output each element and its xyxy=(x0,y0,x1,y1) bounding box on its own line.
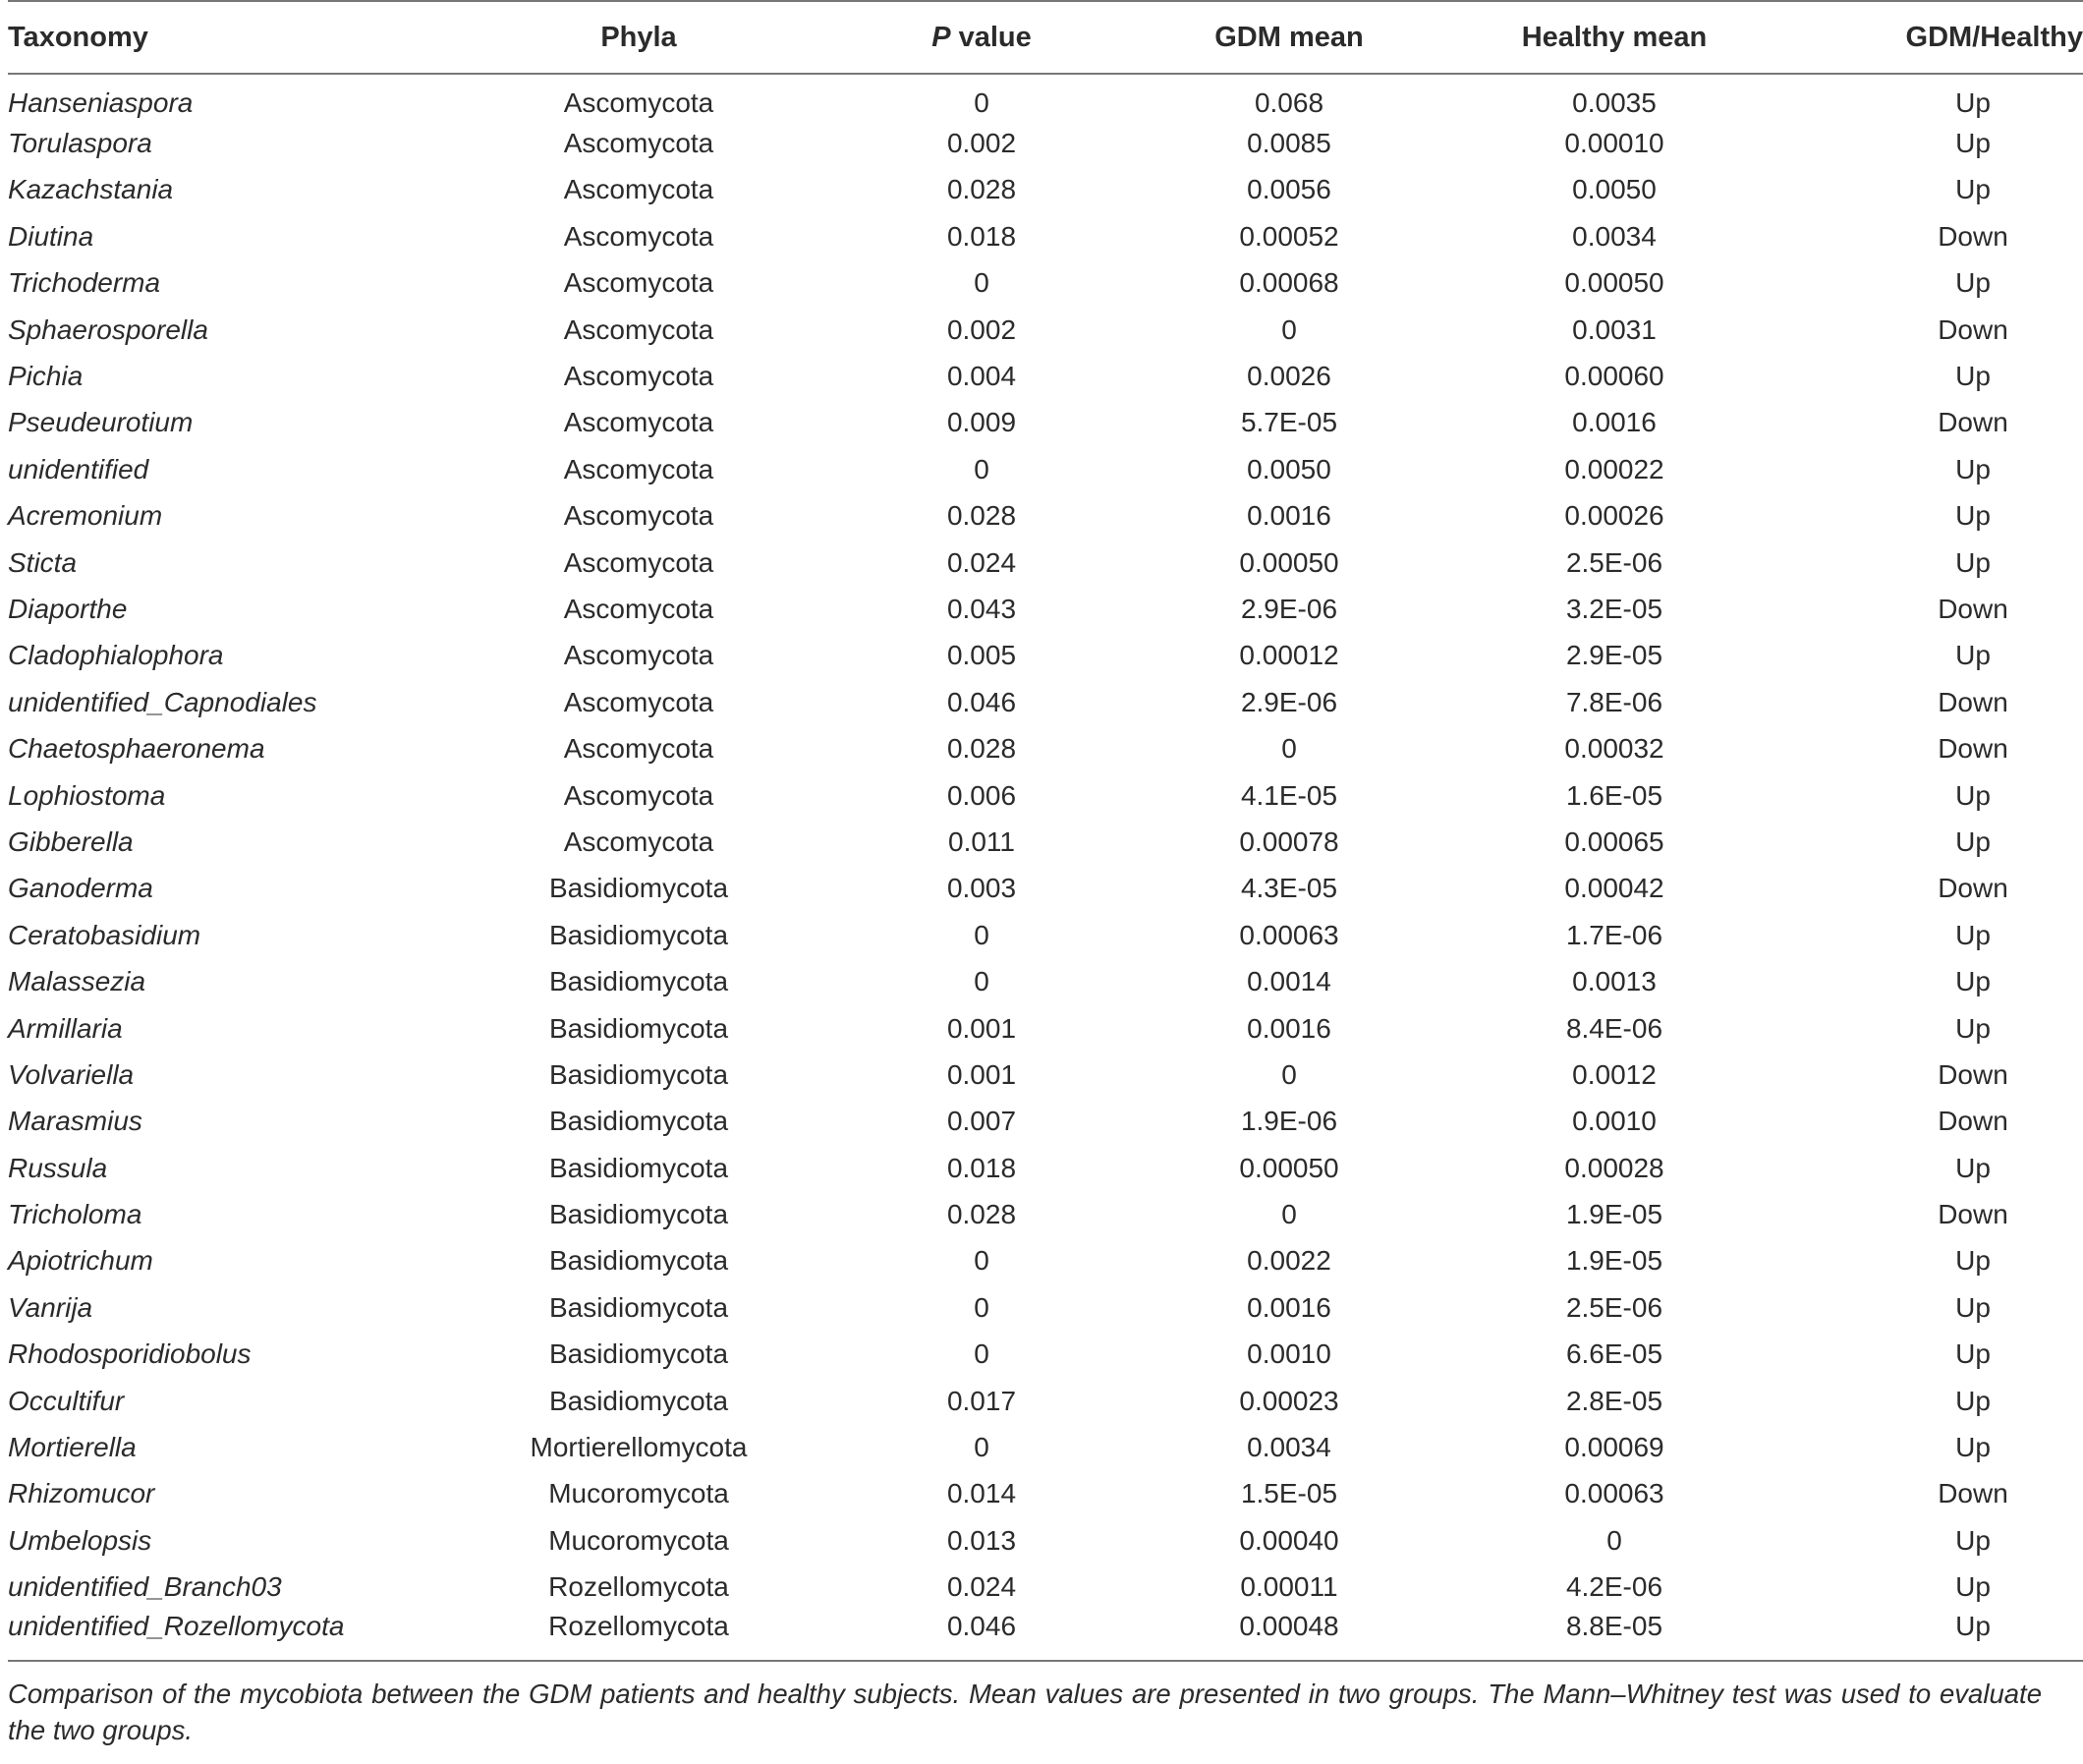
cell-gdm-healthy: Up xyxy=(1955,1152,1991,1183)
table-row xyxy=(8,1517,2083,1564)
cell-gdm-mean: 0.068 xyxy=(1254,87,1324,119)
cell-taxonomy: Torulaspora xyxy=(8,128,152,159)
table-row xyxy=(8,1332,2083,1378)
cell-p-value: 0.043 xyxy=(946,593,1017,624)
cell-gdm-healthy: Down xyxy=(1938,873,2008,904)
cell-phyla: Basidiomycota xyxy=(548,966,729,997)
cell-gdm-healthy: Up xyxy=(1955,1245,1991,1277)
table-body xyxy=(8,74,2083,1661)
table-row xyxy=(8,1052,2083,1098)
cell-healthy-mean: 0.0012 xyxy=(1572,1058,1657,1090)
cell-healthy-mean: 2.8E-05 xyxy=(1565,1385,1663,1416)
cell-gdm-healthy: Up xyxy=(1955,361,1991,392)
cell-healthy-mean: 7.8E-06 xyxy=(1565,686,1663,717)
cell-p-value: 0 xyxy=(974,87,989,119)
cell-taxonomy: Apiotrichum xyxy=(8,1245,153,1277)
cell-gdm-mean: 1.5E-05 xyxy=(1240,1478,1338,1509)
cell-phyla: Basidiomycota xyxy=(548,1106,729,1137)
cell-gdm-mean: 0.0085 xyxy=(1247,128,1331,159)
table-row xyxy=(8,1611,2083,1661)
cell-taxonomy: Hanseniaspora xyxy=(8,87,194,119)
cell-taxonomy: unidentified_Rozellomycota xyxy=(8,1610,345,1641)
cell-healthy-mean: 0.0034 xyxy=(1572,220,1657,252)
table-caption: Comparison of the mycobiota between the GDM patients and healthy subjects. Mean values are presented in two groups. The Mann–Whitney test was used to evaluate the two groups. xyxy=(8,1678,2042,1745)
cell-phyla: Basidiomycota xyxy=(548,873,729,904)
cell-gdm-mean: 0.00050 xyxy=(1239,1152,1339,1183)
cell-gdm-healthy: Down xyxy=(1938,593,2008,624)
cell-gdm-mean: 5.7E-05 xyxy=(1240,407,1338,438)
cell-phyla: Basidiomycota xyxy=(548,1012,729,1044)
cell-gdm-healthy: Up xyxy=(1955,267,1991,299)
cell-taxonomy: Rhizomucor xyxy=(8,1478,155,1509)
cell-healthy-mean: 2.9E-05 xyxy=(1565,640,1663,671)
cell-gdm-healthy: Up xyxy=(1955,1524,1991,1556)
cell-taxonomy: Sticta xyxy=(8,546,78,578)
cell-p-value: 0.046 xyxy=(946,1610,1017,1641)
cell-gdm-healthy: Up xyxy=(1955,1610,1991,1641)
cell-gdm-healthy: Up xyxy=(1955,453,1991,484)
table-row xyxy=(8,586,2083,632)
cell-gdm-mean: 1.9E-06 xyxy=(1240,1106,1338,1137)
cell-gdm-mean: 0.0016 xyxy=(1247,500,1331,532)
cell-p-value: 0.014 xyxy=(946,1478,1017,1509)
cell-healthy-mean: 0.0035 xyxy=(1572,87,1657,119)
cell-healthy-mean: 0.0010 xyxy=(1572,1106,1657,1137)
cell-taxonomy: Chaetosphaeronema xyxy=(8,733,265,765)
cell-gdm-mean: 2.9E-06 xyxy=(1240,593,1338,624)
cell-taxonomy: Pseudeurotium xyxy=(8,407,194,438)
cell-gdm-mean: 0.00078 xyxy=(1239,825,1339,857)
table-row xyxy=(8,540,2083,586)
cell-p-value: 0.024 xyxy=(946,546,1017,578)
cell-phyla: Ascomycota xyxy=(563,220,714,252)
cell-gdm-mean: 0.00012 xyxy=(1239,640,1339,671)
cell-gdm-healthy: Up xyxy=(1955,128,1991,159)
header-healthy-mean: Healthy mean xyxy=(1521,21,1708,53)
cell-phyla: Ascomycota xyxy=(563,593,714,624)
cell-gdm-healthy: Up xyxy=(1955,919,1991,950)
cell-healthy-mean: 1.9E-05 xyxy=(1565,1245,1663,1277)
table-row xyxy=(8,400,2083,446)
cell-taxonomy: Ganoderma xyxy=(8,873,153,904)
cell-gdm-healthy: Up xyxy=(1955,87,1991,119)
cell-gdm-mean: 0.00011 xyxy=(1240,1571,1338,1603)
header-row xyxy=(8,1,2083,74)
cell-gdm-healthy: Down xyxy=(1938,686,2008,717)
cell-phyla: Ascomycota xyxy=(563,500,714,532)
cell-taxonomy: Acremonium xyxy=(8,500,163,532)
table-row xyxy=(8,1238,2083,1284)
cell-gdm-mean: 4.1E-05 xyxy=(1240,779,1338,811)
cell-gdm-healthy: Down xyxy=(1938,313,2008,345)
cell-phyla: Ascomycota xyxy=(563,686,714,717)
cell-taxonomy: Pichia xyxy=(8,361,84,392)
cell-p-value: 0.028 xyxy=(946,1199,1017,1230)
cell-healthy-mean: 2.5E-06 xyxy=(1565,546,1663,578)
cell-phyla: Ascomycota xyxy=(563,825,714,857)
cell-p-value: 0.001 xyxy=(946,1058,1017,1090)
cell-p-value: 0 xyxy=(974,1432,989,1463)
cell-healthy-mean: 0.0031 xyxy=(1572,313,1657,345)
cell-taxonomy: Mortierella xyxy=(8,1432,137,1463)
cell-healthy-mean: 8.8E-05 xyxy=(1565,1610,1663,1641)
cell-taxonomy: unidentified xyxy=(8,453,149,484)
cell-healthy-mean: 1.9E-05 xyxy=(1565,1199,1663,1230)
cell-p-value: 0.018 xyxy=(946,1152,1017,1183)
cell-phyla: Basidiomycota xyxy=(548,1058,729,1090)
table-row xyxy=(8,1005,2083,1052)
table-row xyxy=(8,1424,2083,1470)
cell-gdm-mean: 0 xyxy=(1281,313,1297,345)
cell-taxonomy: Lophiostoma xyxy=(8,779,166,811)
cell-p-value: 0.001 xyxy=(946,1012,1017,1044)
cell-phyla: Ascomycota xyxy=(563,267,714,299)
cell-gdm-mean: 2.9E-06 xyxy=(1240,686,1338,717)
cell-healthy-mean: 0.00050 xyxy=(1564,267,1664,299)
table-row xyxy=(8,912,2083,958)
cell-taxonomy: Ceratobasidium xyxy=(8,919,201,950)
cell-phyla: Rozellomycota xyxy=(548,1571,729,1603)
table-row xyxy=(8,958,2083,1004)
cell-p-value: 0.028 xyxy=(946,500,1017,532)
cell-taxonomy: unidentified_Branch03 xyxy=(8,1571,282,1603)
table-row xyxy=(8,819,2083,865)
cell-p-value: 0 xyxy=(974,919,989,950)
cell-healthy-mean: 1.7E-06 xyxy=(1565,919,1663,950)
table-row xyxy=(8,446,2083,492)
header-taxonomy: Taxonomy xyxy=(8,21,148,53)
cell-healthy-mean: 0.00065 xyxy=(1564,825,1664,857)
cell-healthy-mean: 0.00026 xyxy=(1564,500,1664,532)
cell-taxonomy: Umbelopsis xyxy=(8,1524,152,1556)
cell-taxonomy: Vanrija xyxy=(8,1291,93,1323)
table-row xyxy=(8,1378,2083,1424)
cell-taxonomy: Volvariella xyxy=(8,1058,135,1090)
cell-healthy-mean: 1.6E-05 xyxy=(1565,779,1663,811)
cell-gdm-mean: 0.0016 xyxy=(1247,1291,1331,1323)
cell-healthy-mean: 0.0050 xyxy=(1572,174,1657,205)
header-p-rest: value xyxy=(950,21,1032,53)
cell-gdm-healthy: Down xyxy=(1938,1106,2008,1137)
header-gdm-mean: GDM mean xyxy=(1214,21,1364,53)
cell-gdm-healthy: Up xyxy=(1955,640,1991,671)
cell-gdm-healthy: Up xyxy=(1955,174,1991,205)
cell-gdm-healthy: Down xyxy=(1938,1058,2008,1090)
cell-gdm-mean: 0.00048 xyxy=(1239,1610,1339,1641)
cell-phyla: Mucoromycota xyxy=(548,1524,729,1556)
cell-taxonomy: Sphaerosporella xyxy=(8,313,208,345)
table-row xyxy=(8,493,2083,540)
cell-p-value: 0.017 xyxy=(946,1385,1017,1416)
cell-phyla: Ascomycota xyxy=(563,407,714,438)
cell-gdm-mean: 0.0050 xyxy=(1247,453,1331,484)
cell-gdm-healthy: Up xyxy=(1955,825,1991,857)
header-p-value xyxy=(825,1,1138,74)
cell-gdm-healthy: Up xyxy=(1955,1338,1991,1370)
cell-p-value: 0.046 xyxy=(946,686,1017,717)
cell-phyla: Ascomycota xyxy=(563,779,714,811)
cell-gdm-healthy: Up xyxy=(1955,500,1991,532)
cell-gdm-healthy: Up xyxy=(1955,1291,1991,1323)
cell-phyla: Rozellomycota xyxy=(548,1610,729,1641)
cell-phyla: Mucoromycota xyxy=(548,1478,729,1509)
cell-taxonomy: Russula xyxy=(8,1152,108,1183)
cell-p-value: 0 xyxy=(974,1245,989,1277)
cell-gdm-mean: 0 xyxy=(1281,1058,1297,1090)
cell-gdm-mean: 0.0034 xyxy=(1247,1432,1331,1463)
cell-phyla: Basidiomycota xyxy=(548,1385,729,1416)
cell-p-value: 0.018 xyxy=(946,220,1017,252)
table-row xyxy=(8,1145,2083,1191)
cell-taxonomy: Marasmius xyxy=(8,1106,142,1137)
table-row xyxy=(8,1191,2083,1237)
cell-healthy-mean: 8.4E-06 xyxy=(1565,1012,1663,1044)
table-row xyxy=(8,260,2083,307)
cell-p-value: 0.009 xyxy=(946,407,1017,438)
cell-gdm-mean: 0.0014 xyxy=(1247,966,1331,997)
cell-gdm-healthy: Down xyxy=(1938,407,2008,438)
cell-phyla: Ascomycota xyxy=(563,733,714,765)
header-gdm-healthy: GDM/Healthy xyxy=(1905,21,2083,53)
cell-gdm-healthy: Down xyxy=(1938,220,2008,252)
cell-p-value: 0.007 xyxy=(946,1106,1017,1137)
table-row xyxy=(8,679,2083,725)
cell-healthy-mean: 0.00032 xyxy=(1564,733,1664,765)
cell-gdm-healthy: Up xyxy=(1955,1012,1991,1044)
table-row xyxy=(8,307,2083,353)
cell-healthy-mean: 0.0016 xyxy=(1572,407,1657,438)
cell-p-value: 0.028 xyxy=(946,174,1017,205)
cell-healthy-mean: 0.00063 xyxy=(1564,1478,1664,1509)
cell-p-value: 0.011 xyxy=(948,825,1015,857)
table-container xyxy=(8,0,2083,1662)
cell-gdm-mean: 0.00050 xyxy=(1239,546,1339,578)
table-row xyxy=(8,1565,2083,1611)
cell-phyla: Basidiomycota xyxy=(548,1152,729,1183)
cell-p-value: 0.013 xyxy=(946,1524,1017,1556)
cell-phyla: Basidiomycota xyxy=(548,1199,729,1230)
cell-taxonomy: Trichoderma xyxy=(8,267,161,299)
table-row xyxy=(8,353,2083,399)
cell-healthy-mean: 0.00042 xyxy=(1564,873,1664,904)
cell-taxonomy: Rhodosporidiobolus xyxy=(8,1338,252,1370)
cell-p-value: 0.002 xyxy=(946,313,1017,345)
cell-gdm-healthy: Up xyxy=(1955,1385,1991,1416)
cell-taxonomy: Diaporthe xyxy=(8,593,128,624)
header-p-italic: P xyxy=(931,21,951,53)
cell-healthy-mean: 0.00060 xyxy=(1564,361,1664,392)
cell-healthy-mean: 0.00022 xyxy=(1564,453,1664,484)
cell-healthy-mean: 2.5E-06 xyxy=(1565,1291,1663,1323)
cell-phyla: Ascomycota xyxy=(563,453,714,484)
cell-gdm-mean: 0.0016 xyxy=(1247,1012,1331,1044)
cell-p-value: 0.003 xyxy=(946,873,1017,904)
cell-taxonomy: Armillaria xyxy=(8,1012,123,1044)
cell-taxonomy: Kazachstania xyxy=(8,174,174,205)
cell-phyla: Ascomycota xyxy=(563,313,714,345)
cell-gdm-mean: 0 xyxy=(1281,733,1297,765)
table-row xyxy=(8,772,2083,819)
cell-phyla: Ascomycota xyxy=(563,640,714,671)
cell-taxonomy: Gibberella xyxy=(8,825,134,857)
cell-phyla: Mortierellomycota xyxy=(530,1432,748,1463)
cell-healthy-mean: 0.00010 xyxy=(1564,128,1664,159)
table-row xyxy=(8,1471,2083,1517)
cell-taxonomy: Tricholoma xyxy=(8,1199,142,1230)
cell-p-value: 0.028 xyxy=(946,733,1017,765)
cell-phyla: Basidiomycota xyxy=(548,1245,729,1277)
cell-p-value: 0 xyxy=(974,1291,989,1323)
cell-gdm-mean: 0.00040 xyxy=(1239,1524,1339,1556)
cell-gdm-mean: 4.3E-05 xyxy=(1240,873,1338,904)
cell-taxonomy: unidentified_Capnodiales xyxy=(8,686,317,717)
cell-gdm-healthy: Up xyxy=(1955,546,1991,578)
cell-phyla: Ascomycota xyxy=(563,87,714,119)
table-row xyxy=(8,1099,2083,1145)
table-row xyxy=(8,74,2083,120)
cell-gdm-healthy: Down xyxy=(1938,1478,2008,1509)
cell-gdm-mean: 0 xyxy=(1281,1199,1297,1230)
cell-phyla: Ascomycota xyxy=(563,361,714,392)
cell-gdm-mean: 0.0022 xyxy=(1247,1245,1331,1277)
cell-gdm-mean: 0.0056 xyxy=(1247,174,1331,205)
cell-taxonomy: Cladophialophora xyxy=(8,640,224,671)
cell-p-value: 0.004 xyxy=(946,361,1017,392)
cell-p-value: 0 xyxy=(974,267,989,299)
cell-p-value: 0.024 xyxy=(946,1571,1017,1603)
table-row xyxy=(8,167,2083,213)
cell-p-value: 0 xyxy=(974,966,989,997)
cell-gdm-healthy: Up xyxy=(1955,779,1991,811)
table-row xyxy=(8,1284,2083,1331)
cell-p-value: 0 xyxy=(974,1338,989,1370)
cell-phyla: Basidiomycota xyxy=(548,1338,729,1370)
table-row xyxy=(8,213,2083,259)
cell-gdm-mean: 0.00052 xyxy=(1239,220,1339,252)
cell-healthy-mean: 4.2E-06 xyxy=(1565,1571,1663,1603)
cell-gdm-healthy: Up xyxy=(1955,1571,1991,1603)
cell-gdm-mean: 0.00063 xyxy=(1239,919,1339,950)
cell-gdm-healthy: Up xyxy=(1955,1432,1991,1463)
cell-taxonomy: Malassezia xyxy=(8,966,146,997)
cell-taxonomy: Occultifur xyxy=(8,1385,125,1416)
cell-p-value: 0.005 xyxy=(946,640,1017,671)
cell-healthy-mean: 0 xyxy=(1606,1524,1622,1556)
mycobiota-table xyxy=(8,0,2083,1662)
cell-gdm-healthy: Up xyxy=(1955,966,1991,997)
table-header xyxy=(8,1,2083,74)
header-phyla: Phyla xyxy=(600,21,677,53)
cell-gdm-mean: 0.00068 xyxy=(1239,267,1339,299)
cell-healthy-mean: 0.00069 xyxy=(1564,1432,1664,1463)
cell-p-value: 0.002 xyxy=(946,128,1017,159)
cell-healthy-mean: 3.2E-05 xyxy=(1565,593,1663,624)
table-row xyxy=(8,725,2083,771)
cell-gdm-healthy: Down xyxy=(1938,733,2008,765)
cell-phyla: Ascomycota xyxy=(563,128,714,159)
cell-gdm-mean: 0.0010 xyxy=(1247,1338,1331,1370)
cell-phyla: Basidiomycota xyxy=(548,1291,729,1323)
table-row xyxy=(8,120,2083,166)
cell-p-value: 0 xyxy=(974,453,989,484)
cell-healthy-mean: 6.6E-05 xyxy=(1565,1338,1663,1370)
table-row xyxy=(8,633,2083,679)
cell-gdm-mean: 0.00023 xyxy=(1239,1385,1339,1416)
cell-gdm-mean: 0.0026 xyxy=(1247,361,1331,392)
cell-healthy-mean: 0.0013 xyxy=(1572,966,1657,997)
cell-phyla: Ascomycota xyxy=(563,174,714,205)
cell-phyla: Ascomycota xyxy=(563,546,714,578)
cell-p-value: 0.006 xyxy=(946,779,1017,811)
table-row xyxy=(8,866,2083,912)
cell-healthy-mean: 0.00028 xyxy=(1564,1152,1664,1183)
cell-taxonomy: Diutina xyxy=(8,220,94,252)
cell-phyla: Basidiomycota xyxy=(548,919,729,950)
cell-gdm-healthy: Down xyxy=(1938,1199,2008,1230)
